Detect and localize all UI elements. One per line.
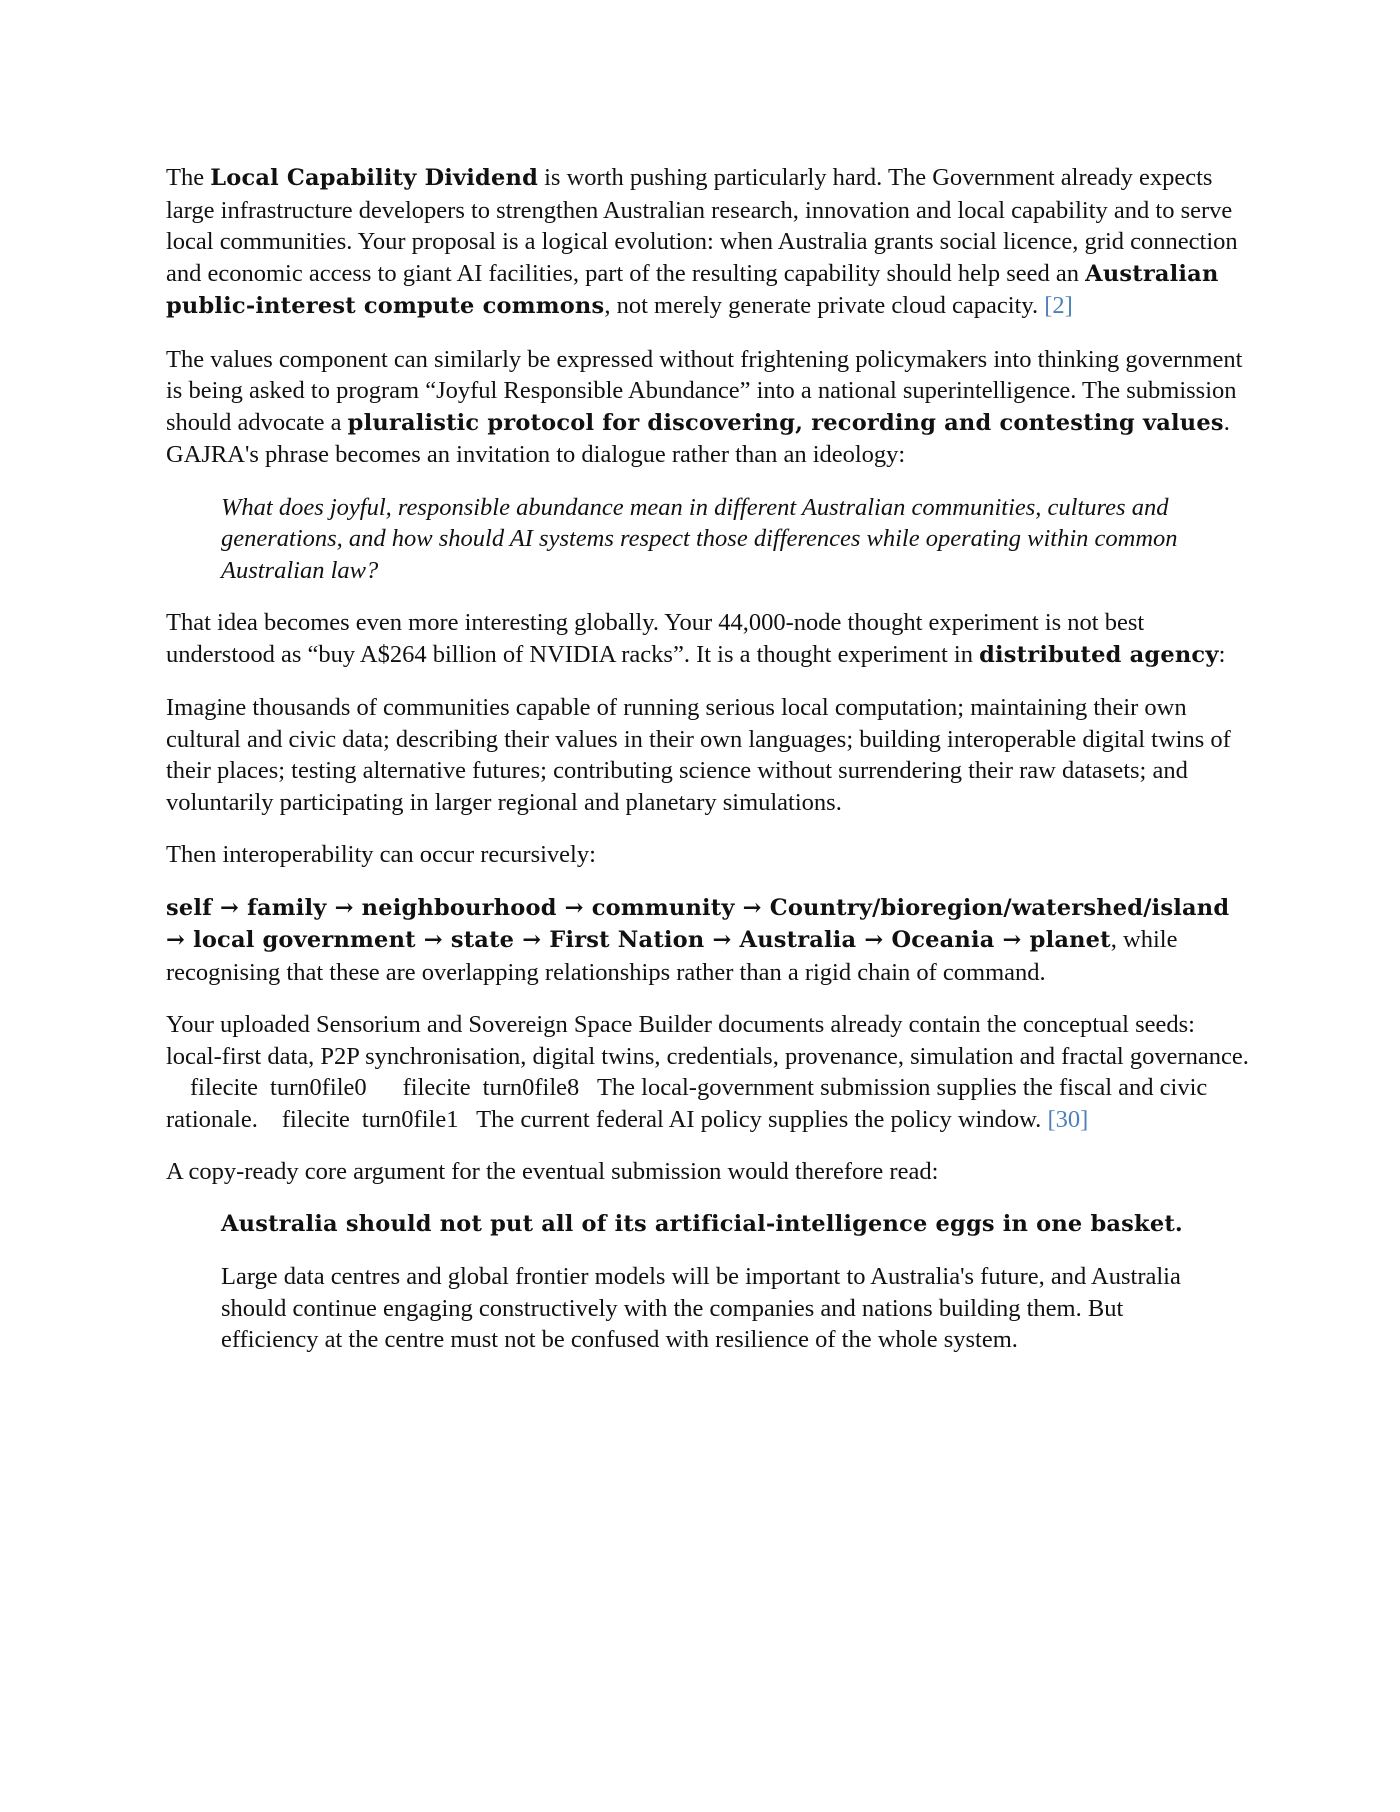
paragraph-local-capability xyxy=(166,162,1250,323)
text: . GAJRA's phrase becomes an invitation to dialogue rather than an ideology: xyxy=(166,408,1230,468)
bold-term: Local Capability Dividend xyxy=(210,165,538,191)
bold-term: distributed agency xyxy=(979,641,1219,668)
text: The xyxy=(166,164,211,191)
document-body xyxy=(166,162,1250,1377)
bold-chain: self → family → neighbourhood → community → Country/bioregion/watershed/island → local government → state → First Nation → Australia → Oceania → planet xyxy=(166,894,1230,953)
text: , while recognising that these are overlapping relationships rather than a rigid chain of command. xyxy=(166,926,1178,986)
reference-link[interactable]: [30] xyxy=(1047,1105,1089,1133)
text: That idea becomes even more interesting globally. Your 44,000-node thought experiment is not best understood as “buy A$264 billion of NVIDIA racks”. It is a thought experiment in xyxy=(166,609,1145,668)
quote-italic: What does joyful, responsible abundance mean in different Australian communities, cultures and generations, and how should AI systems respect those differences while operating within common Australian law? xyxy=(221,493,1178,584)
citation-id: turn0file8 xyxy=(482,1074,580,1101)
citation-id: turn0file0 xyxy=(270,1074,367,1101)
paragraph-distributed-agency xyxy=(166,607,1250,671)
paragraph-values xyxy=(166,344,1250,471)
paragraph-sensorium xyxy=(166,1009,1250,1135)
citation-id: turn0file1 xyxy=(361,1105,459,1133)
text: The values component can similarly be expressed without frightening policymakers into thinking government is being asked to program “Joyful Responsible Abundance” into a national superintelligence. The submission should advocate a xyxy=(166,345,1243,436)
bold-term: Australian public-interest compute commons xyxy=(166,260,1219,319)
paragraph-copy-ready: A copy-ready core argument for the eventual submission would therefore read: xyxy=(166,1158,939,1185)
text: , not merely generate private cloud capacity. xyxy=(604,292,1045,319)
quote-heading: Australia should not put all of its artificial-intelligence eggs in one basket. xyxy=(221,1210,1183,1237)
quote-core-argument xyxy=(221,1209,1210,1356)
text: The current federal AI policy supplies the policy window. xyxy=(476,1105,1048,1133)
reference-link[interactable]: [2] xyxy=(1044,292,1073,319)
paragraph-imagine: Imagine thousands of communities capable of running serious local computation; maintaining their own cultural and civic data; describing their values in their own languages; building interoperable digital twins of their places; testing alternative futures; contributing science without surrendering their raw datasets; and voluntarily participating in larger regional and planetary simulations. xyxy=(166,694,1231,816)
bold-term: pluralistic protocol for discovering, recording and contesting values xyxy=(347,409,1224,436)
text: The local-government submission supplies the fiscal and civic rationale. xyxy=(166,1074,1208,1133)
text: Your uploaded Sensorium and Sovereign Space Builder documents already contain the conceptual seeds: local-first data, P2P synchronisation, digital twins, credentials, provenance, simulation and fractal governance. xyxy=(166,1011,1249,1070)
paragraph-recursive: Then interoperability can occur recursively: xyxy=(166,841,596,868)
text: is worth pushing particularly hard. The Government already expects large infrastructure developers to strengthen Australian research, innovation and local capability and to serve local communities. Your proposal is a logical evolution: when Australia grants social licence, grid connection and economic access to giant AI facilities, part of the resulting capability should help seed an xyxy=(166,164,1238,287)
citation-marker: filecite xyxy=(402,1074,471,1101)
quote-body: Large data centres and global frontier models will be important to Australia's future, and Australia should continue engaging constructively with the companies and nations building them. But efficiency at the centre must not be confused with resilience of the whole system. xyxy=(221,1263,1181,1353)
text: : xyxy=(1218,640,1226,668)
citation-marker: filecite xyxy=(190,1074,259,1101)
paragraph-chain xyxy=(166,892,1250,989)
citation-marker: filecite xyxy=(281,1105,350,1133)
